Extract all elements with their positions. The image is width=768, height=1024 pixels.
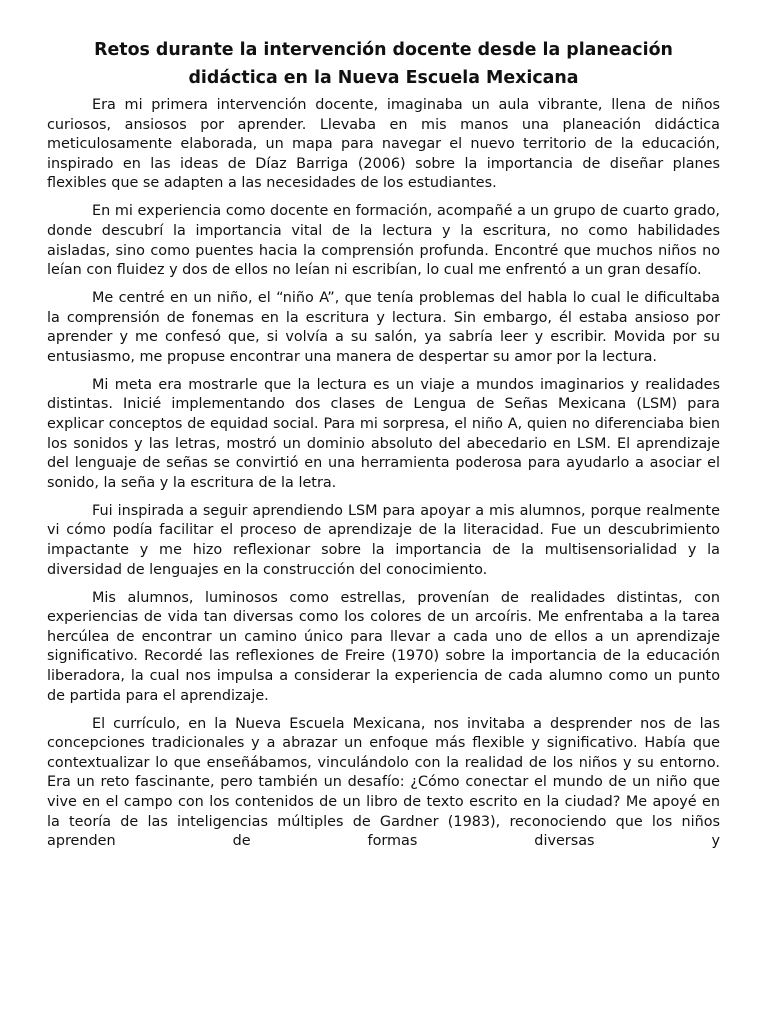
paragraph-2: En mi experiencia como docente en formación, acompañé a un grupo de cuarto grado, donde descubrí la importancia vital de la lectura y la escritura, no como habilidades aisladas, sino como puentes hacia la comprensión profunda. Encontré que muchos niños no leían con fluidez y dos de ellos no leían ni escribían, lo cual me enfrentó a un gran desafío. — [47, 203, 720, 279]
paragraph-6: Mis alumnos, luminosos como estrellas, provenían de realidades distintas, con experiencias de vida tan diversas como los colores de un arcoíris. Me enfrentaba a la tarea hercúlea de encontrar un camino único para llevar a cada uno de ellos a un aprendizaje significativo. Recordé las reflexiones de Freire (1970) sobre la importancia de la educación liberadora, la cual nos impulsa a considerar la experiencia de cada alumno como un punto de partida para el aprendizaje. — [47, 589, 720, 704]
paragraph-7: El currículo, en la Nueva Escuela Mexicana, nos invitaba a desprender nos de las concepciones tradicionales y a abrazar un enfoque más flexible y significativo. Había que contextualizar lo que enseñábamos, vinculándolo con la realidad de los niños y su entorno. Era un reto fascinante, pero también un desafío: ¿Cómo conectar el mundo de un niño que vive en el campo con los contenidos de un libro de texto escrito en la ciudad? Me apoyé en la teoría de las inteligencias múltiples de Gardner (1983), reconociendo que los niños aprenden de formas diversas y — [47, 715, 720, 850]
paragraph-1: Era mi primera intervención docente, imaginaba un aula vibrante, llena de niños curiosos, ansiosos por aprender. Llevaba en mis manos una planeación didáctica meticulosamente elaborada, un mapa para navegar el nuevo territorio de la educación, inspirado en las ideas de Díaz Barriga (2006) sobre la importancia de diseñar planes flexibles que se adapten a las necesidades de los estudiantes. — [47, 97, 720, 192]
paragraph-5: Fui inspirada a seguir aprendiendo LSM para apoyar a mis alumnos, porque realmente vi cómo podía facilitar el proceso de aprendizaje de la literacidad. Fue un descubrimiento impactante y me hizo reflexionar sobre la importancia de la multisensorialidad y la diversidad de lenguajes en la construcción del conocimiento. — [47, 502, 720, 578]
title-line-1: Retos durante la intervención docente desde la planeación — [94, 40, 673, 60]
title-line-2: didáctica en la Nueva Escuela Mexicana — [188, 68, 579, 88]
document-title — [47, 36, 720, 92]
paragraph-3: Me centré en un niño, el “niño A”, que tenía problemas del habla lo cual le dificultaba la comprensión de fonemas en la escritura y lectura. Sin embargo, él estaba ansioso por aprender y me confesó que, si volvía a su salón, ya sabría leer y escribir. Movida por su entusiasmo, me propuse encontrar una manera de despertar su amor por la lectura. — [47, 290, 720, 365]
document-page — [47, 36, 720, 852]
paragraph-4: Mi meta era mostrarle que la lectura es un viaje a mundos imaginarios y realidades distintas. Inicié implementando dos clases de Lengua de Señas Mexicana (LSM) para explicar conceptos de equidad social. Para mi sorpresa, el niño A, quien no diferenciaba bien los sonidos y las letras, mostró un dominio absoluto del abecedario en LSM. El aprendizaje del lenguaje de señas se convirtió en una herramienta poderosa para ayudarlo a asociar el sonido, la seña y la escritura de la letra. — [47, 376, 720, 491]
